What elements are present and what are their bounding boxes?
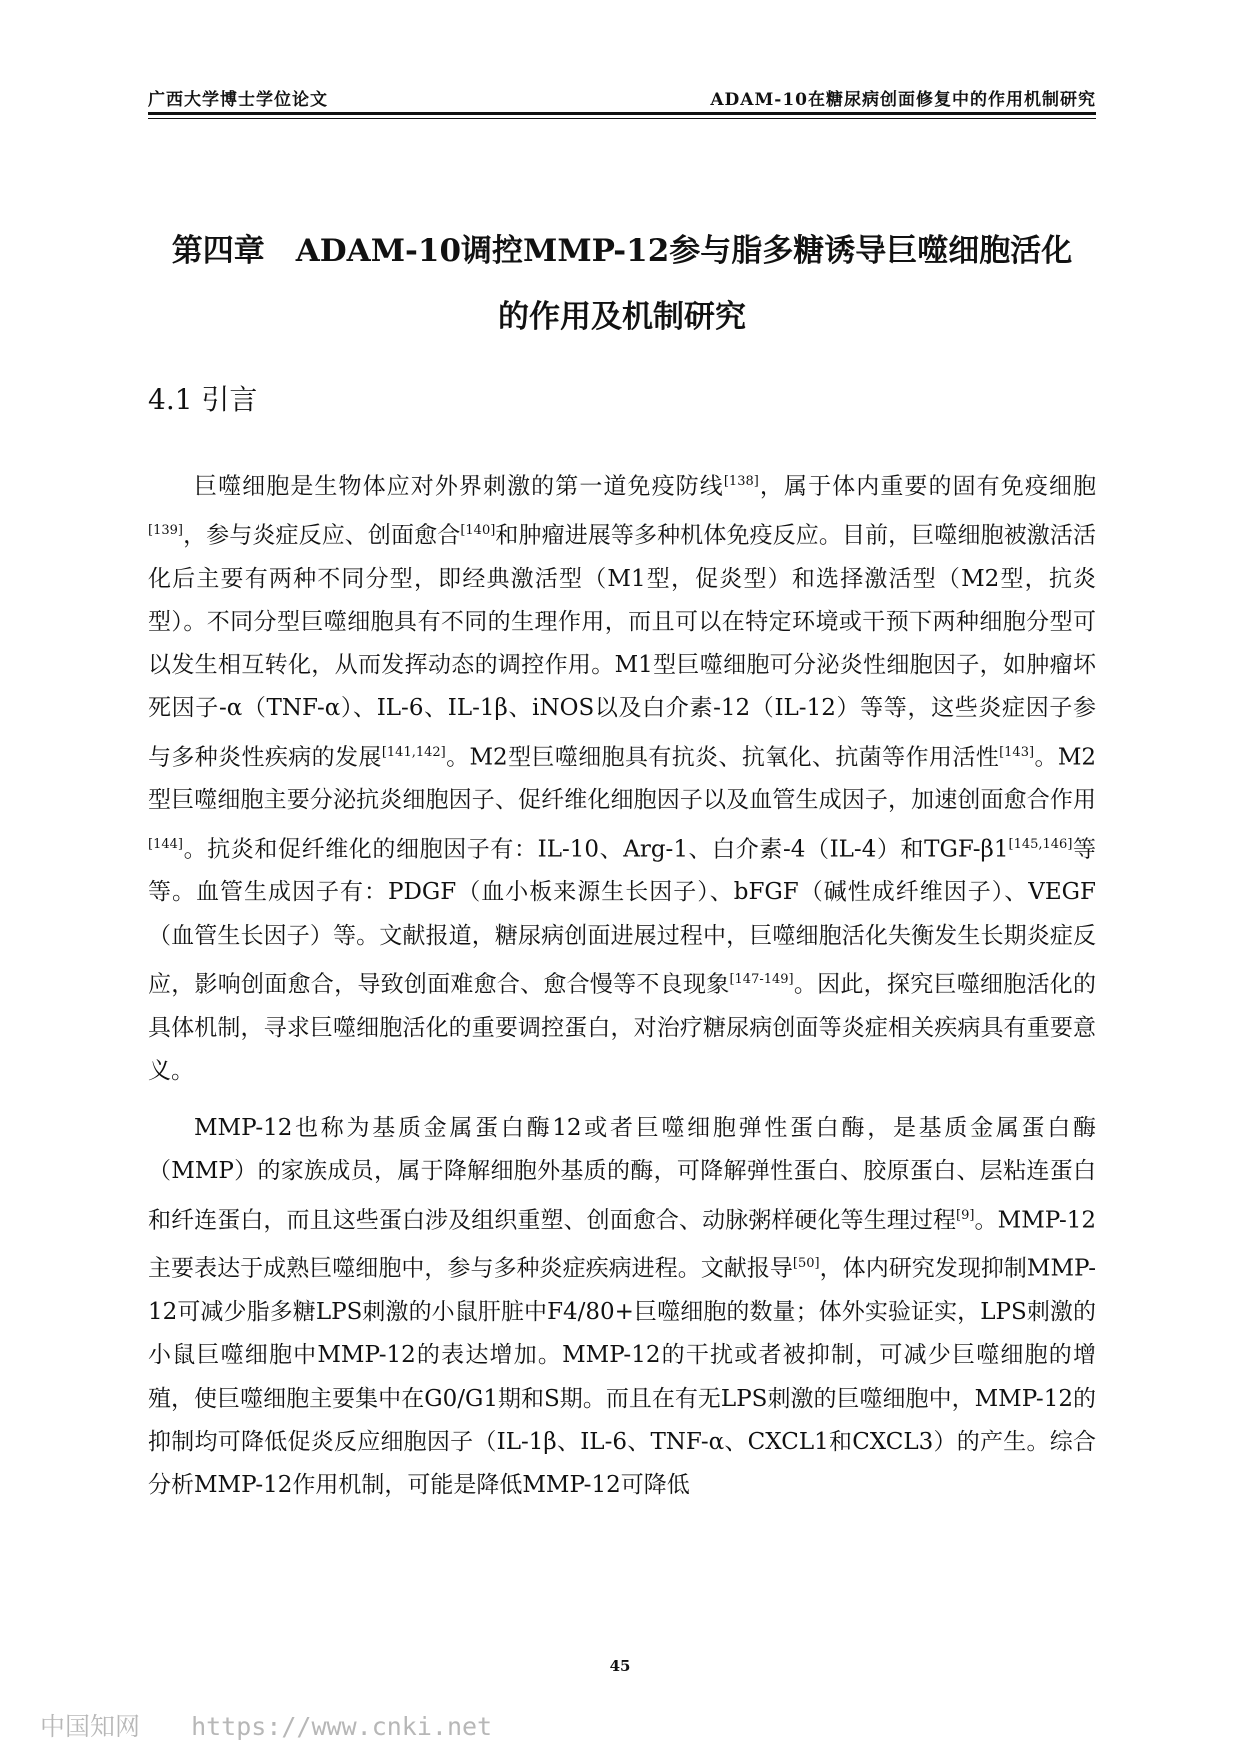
citation-ref: [145,146] [1008, 836, 1073, 852]
running-header [148, 85, 1096, 109]
paragraph-text: 。M2型巨噬细胞具有抗炎、抗氧化、抗菌等作用活性 [445, 744, 1000, 771]
chapter-title-line-1: 第四章 ADAM-10调控MMP-12参与脂多糖诱导巨噬细胞活化 [171, 233, 1073, 269]
citation-ref: [144] [148, 836, 183, 852]
header-left: 广西大学博士学位论文 [148, 90, 328, 110]
paragraph-text: 和肿瘤进展等多种机体免疫反应。目前，巨噬细胞被激活活化后主要有两种不同分型，即经典激活型（M1型，促炎型）和选择激活型（M2型，抗炎型）。不同分型巨噬细胞具有不同的生理作用，而且可以在特定环境或干预下两种细胞分型可以发生相互转化，从而发挥动态的调控作用。M1型巨噬细胞可分泌炎性细胞因子，如肿瘤坏死因子-α（TNF-α）、IL-6、IL-1β、iNOS以及白介素-12（IL-12）等等，这些炎症因子参与多种炎性疾病的发展 [148, 522, 1097, 771]
paragraph-text: MMP-12也称为基质金属蛋白酶12或者巨噬细胞弹性蛋白酶，是基质金属蛋白酶（MMP）的家族成员，属于降解细胞外基质的酶，可降解弹性蛋白、胶原蛋白、层粘连蛋白和纤连蛋白，而且这些蛋白涉及组织重塑、创面愈合、动脉粥样硬化等生理过程 [148, 1115, 1096, 1234]
chapter-title [148, 218, 1096, 350]
citation-ref: [139] [148, 522, 183, 538]
citation-ref: [143] [999, 744, 1035, 760]
paragraph [148, 460, 1096, 1093]
page-number: 45 [609, 1657, 631, 1675]
header-right: ADAM-10在糖尿病创面修复中的作用机制研究 [710, 90, 1096, 110]
paragraph-text: 等等。血管生成因子有：PDGF（血小板来源生长因子）、bFGF（碱性成纤维因子）、VEGF（血管生长因子）等。文献报道，糖尿病创面进展过程中，巨噬细胞活化失衡发生长期炎症反应，影响创面愈合，导致创面难愈合、愈合慢等不良现象 [148, 836, 1097, 998]
paragraph [148, 1107, 1096, 1507]
citation-ref: [9] [956, 1207, 975, 1223]
section-heading: 4.1 引言 [148, 383, 258, 416]
body-text [148, 460, 1096, 1507]
paragraph-text: 。M2型巨噬细胞主要分泌抗炎细胞因子、促纤维化细胞因子以及血管生成因子，加速创面愈合作用 [148, 744, 1097, 814]
paragraph-text: 。因此，探究巨噬细胞活化的具体机制，寻求巨噬细胞活化的重要调控蛋白，对治疗糖尿病创面等炎症相关疾病具有重要意义。 [148, 971, 1097, 1084]
paragraph-text: 。MMP-12主要表达于成熟巨噬细胞中，参与多种炎症疾病进程。文献报导 [148, 1207, 1096, 1283]
citation-ref: [50] [792, 1256, 820, 1272]
paragraph-text: 巨噬细胞是生物体应对外界刺激的第一道免疫防线 [194, 473, 724, 500]
header-rule [148, 112, 1096, 115]
watermark-url: https://www.cnki.net [191, 1712, 493, 1741]
citation-ref: [138] [723, 474, 759, 489]
paragraph-text: ，参与炎症反应、创面愈合 [182, 522, 461, 549]
citation-ref: [147-149] [729, 971, 794, 987]
paragraph-text: ，属于体内重要的固有免疫细胞 [758, 473, 1097, 500]
citation-ref: [141,142] [381, 744, 446, 760]
header-rule-thin [148, 118, 1096, 119]
watermark-name: 中国知网 [40, 1712, 141, 1741]
chapter-title-line-2: 的作用及机制研究 [498, 299, 746, 335]
paragraph-text: 。抗炎和促纤维化的细胞因子有：IL-10、Arg-1、白介素-4（IL-4）和TGF-β1 [182, 836, 1009, 863]
paragraph-text: ，体内研究发现抑制MMP-12可减少脂多糖LPS刺激的小鼠肝脏中F4/80+巨噬细胞的数量；体外实验证实，LPS刺激的小鼠巨噬细胞中MMP-12的表达增加。MMP-12的干扰或者被抑制，可减少巨噬细胞的增殖，使巨噬细胞主要集中在G0/G1期和S期。而且在有无LPS刺激的巨噬细胞中，MMP-12的抑制均可降低促炎反应细胞因子（IL-1β、IL-6、TNF-α、CXCL1和CXCL3）的产生。综合分析MMP-12作用机制，可能是降低MMP-12可降低 [148, 1256, 1097, 1499]
citation-ref: [140] [460, 522, 496, 538]
watermark [40, 1707, 492, 1743]
